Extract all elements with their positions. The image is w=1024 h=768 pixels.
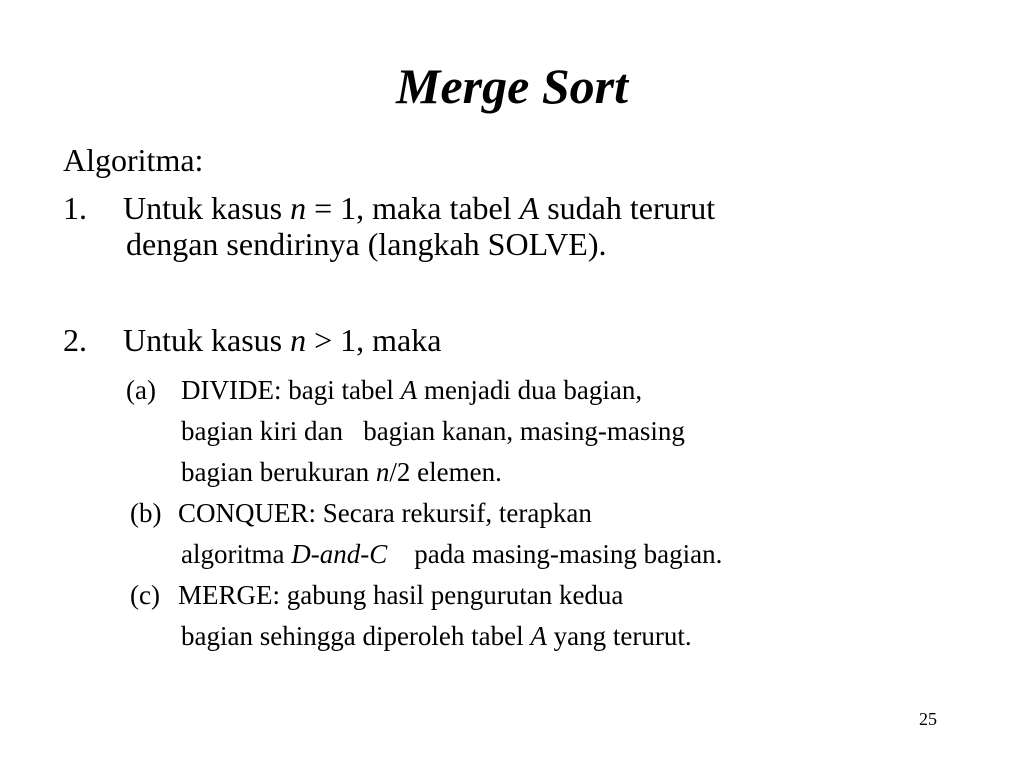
substep-c-line-1 (130, 579, 623, 611)
step-1-var-n: n (290, 190, 307, 226)
substep-a-var-n: n (375, 457, 390, 487)
step-1-text-b: = 1, maka tabel (306, 190, 520, 226)
substep-a-label: (a) (126, 375, 156, 405)
step-1-line-2: dengan sendirinya (langkah SOLVE). (126, 226, 607, 262)
substep-c-line-2-text-a: bagian sehingga diperoleh tabel (181, 621, 531, 651)
substep-b-line-2-text-a: algoritma (181, 539, 292, 569)
substep-a-line-3-text-b: /2 elemen. (389, 457, 502, 487)
substep-c-var-a: A (530, 621, 547, 651)
step-1-line-1 (63, 189, 715, 227)
step-2-line-1 (63, 321, 441, 359)
step-2-text-b: > 1, maka (306, 322, 442, 358)
step-1-number: 1. (63, 190, 87, 226)
substep-c-line-2 (181, 620, 692, 652)
substep-a-line-3-text-a: bagian berukuran (181, 457, 376, 487)
step-2-number: 2. (63, 322, 87, 358)
substep-b-label: (b) (130, 498, 162, 528)
step-1-text-c: sudah terurut (539, 190, 716, 226)
substep-c-label: (c) (130, 580, 160, 610)
substep-a-text-a: DIVIDE: bagi tabel (181, 375, 401, 405)
slide-title: Merge Sort (396, 58, 628, 114)
substep-c-line-2-text-b: yang terurut. (546, 621, 692, 651)
substep-b-text-a: CONQUER: Secara rekursif, terapkan (178, 498, 592, 528)
substep-b-line-2 (181, 538, 722, 570)
step-2-var-n: n (290, 322, 307, 358)
substep-b-var-dandc: D-and-C (291, 539, 388, 569)
substep-a-line-3 (181, 456, 502, 488)
substep-a-text-b: menjadi dua bagian, (417, 375, 643, 405)
substep-b-line-2-text-b: pada masing-masing bagian. (387, 539, 723, 569)
step-1-text-a: Untuk kasus (123, 190, 291, 226)
step-2-text-a: Untuk kasus (123, 322, 291, 358)
substep-a-line-1 (126, 374, 642, 406)
substep-a-var-a: A (400, 375, 418, 405)
substep-b-line-1 (130, 497, 592, 529)
algorithm-intro: Algoritma: (63, 142, 204, 178)
step-1-var-a: A (519, 190, 540, 226)
page-number: 25 (919, 709, 937, 729)
substep-a-line-2: bagian kiri dan bagian kanan, masing-masing (181, 416, 685, 446)
substep-c-text-a: MERGE: gabung hasil pengurutan kedua (178, 580, 624, 610)
